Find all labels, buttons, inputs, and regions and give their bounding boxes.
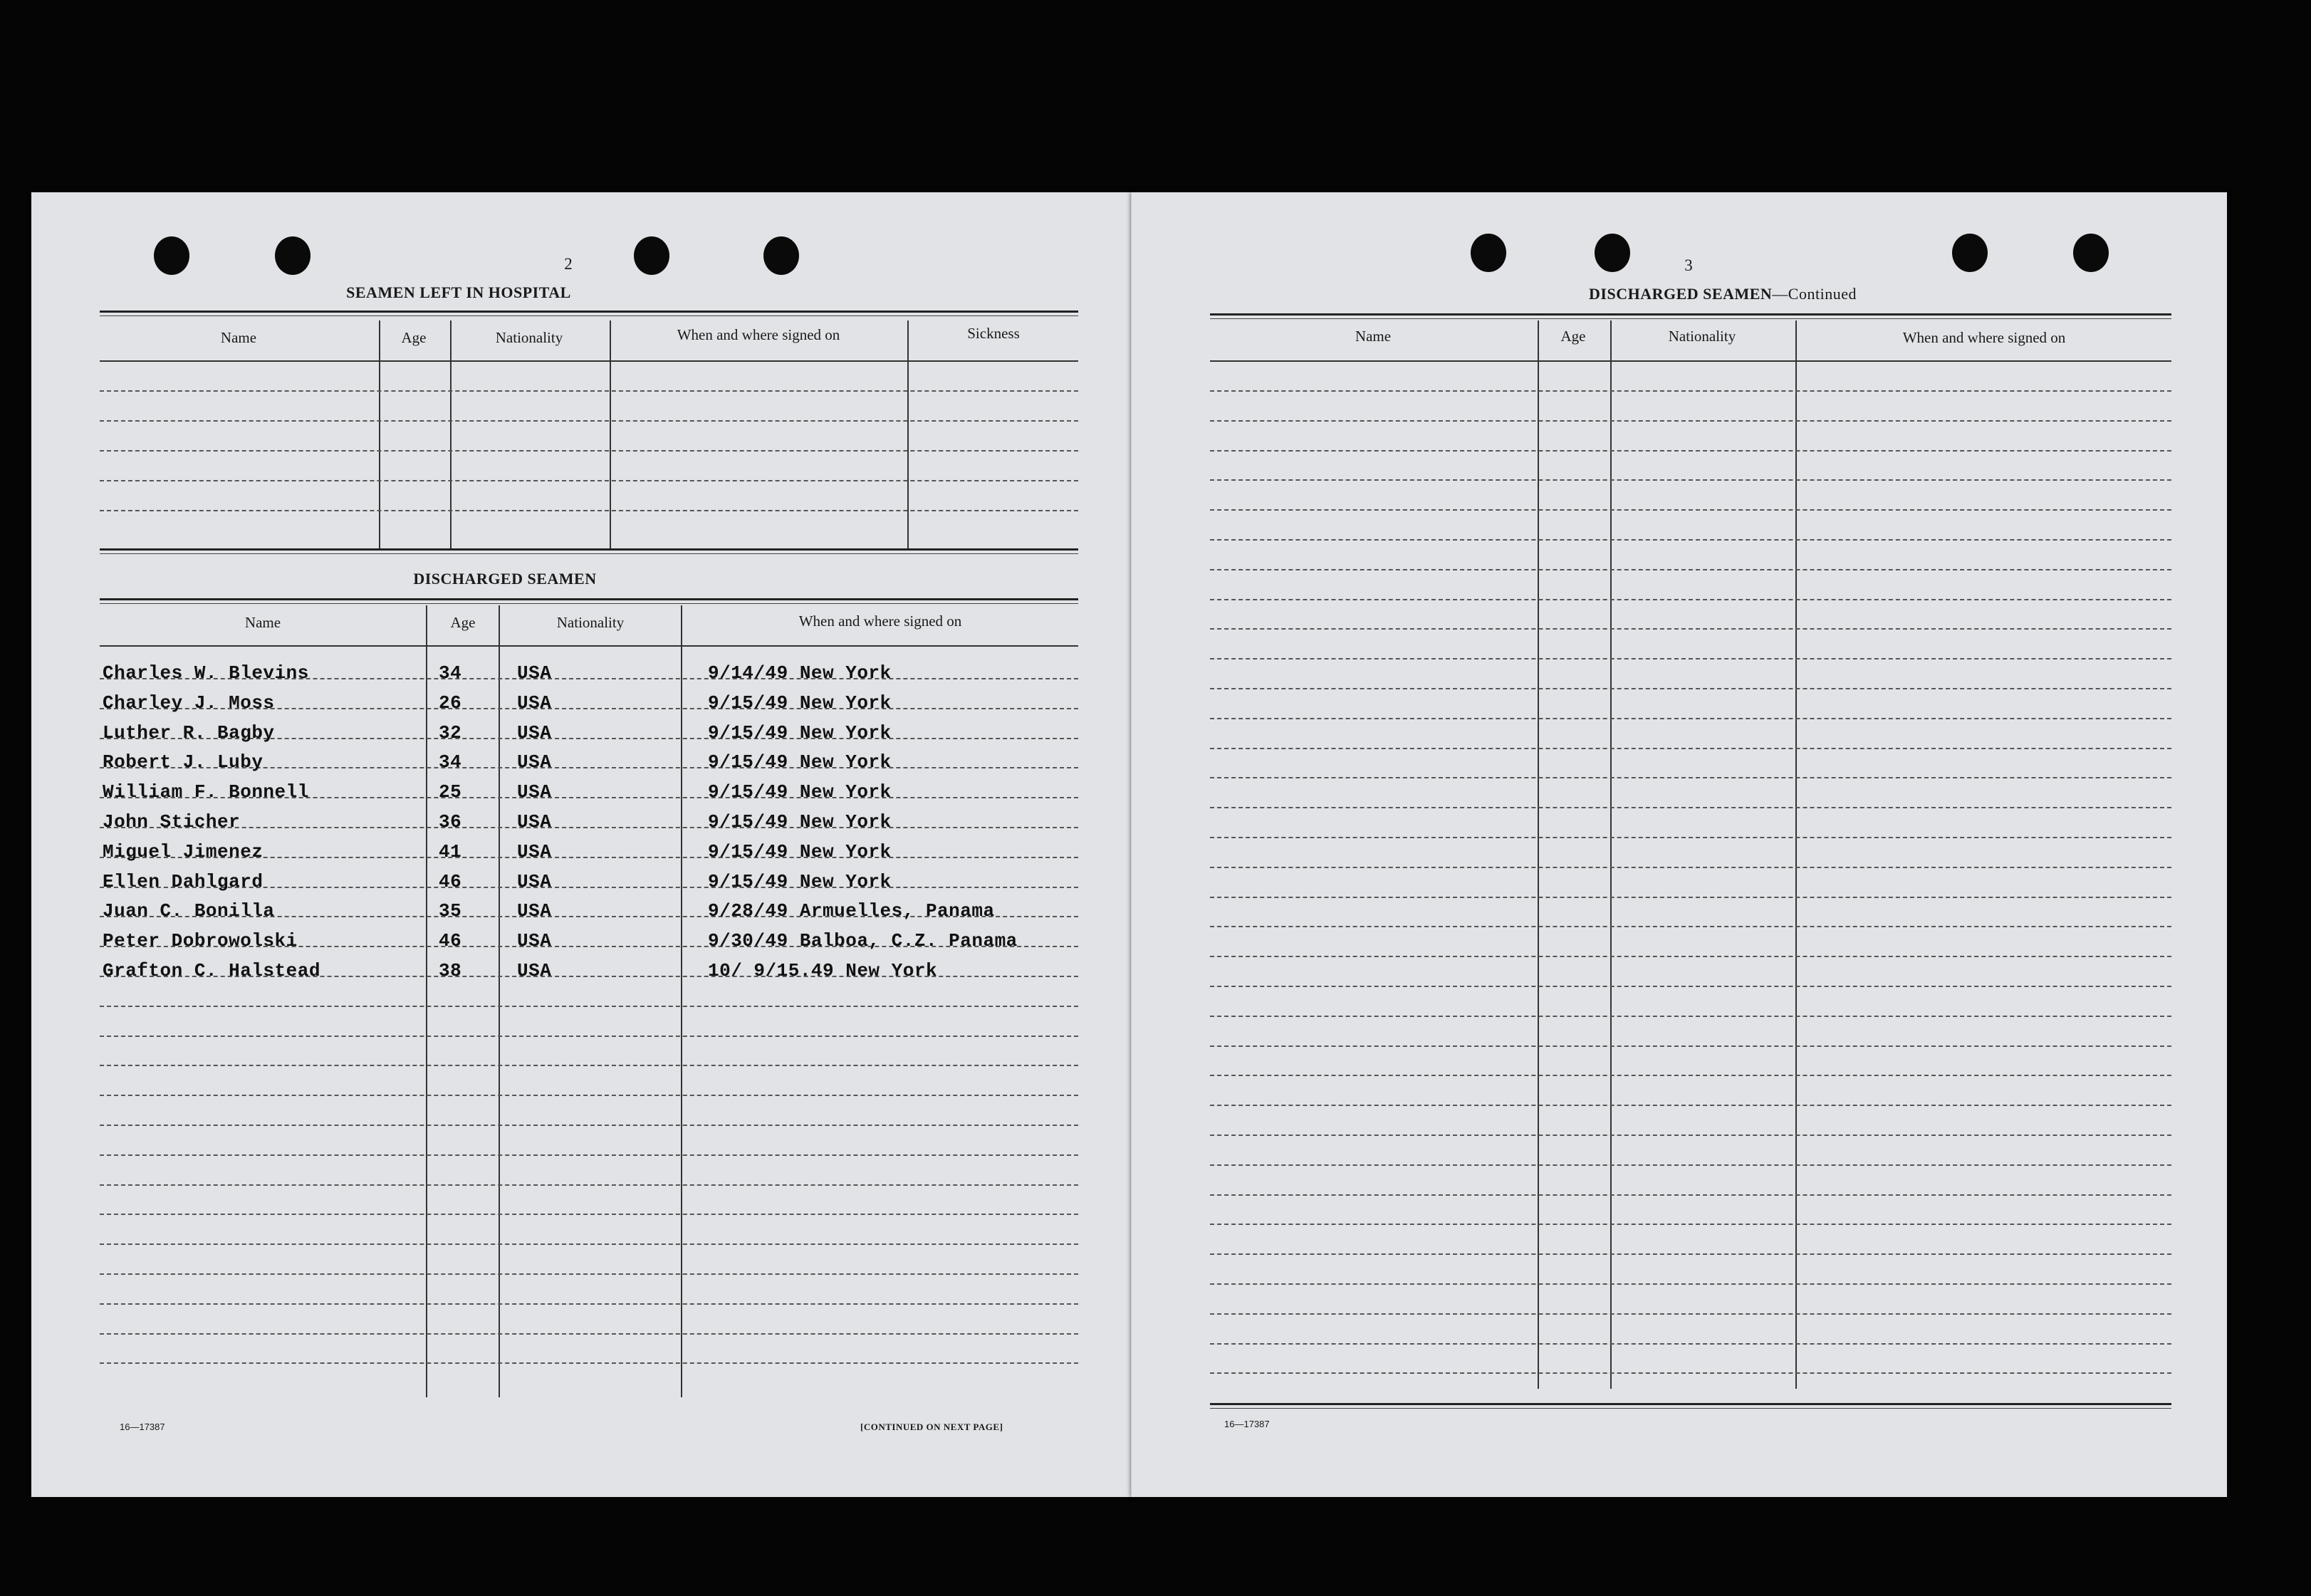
seaman-name: William F. Bonnell [103,781,309,803]
seaman-nationality: USA [517,721,552,744]
seaman-name: John Sticher [103,811,241,833]
seaman-name: Charley J. Moss [103,692,275,714]
ruled-line [100,1243,1078,1245]
section-rule [100,548,1078,554]
seaman-nationality: USA [517,692,552,714]
seaman-nationality: USA [517,751,552,773]
binder-hole [763,236,799,275]
seaman-nationality: USA [517,870,552,892]
column-line [450,320,452,550]
column-line [907,320,909,550]
header-rule [100,645,1078,647]
ruled-line [1210,479,2171,481]
seaman-nationality: USA [517,930,552,952]
binder-hole [1952,234,1988,272]
seaman-age: 25 [439,781,462,803]
ruled-line [1210,926,2171,927]
ruled-line [100,1065,1078,1066]
ruled-line [1210,897,2171,898]
ruled-line [100,1273,1078,1275]
seaman-nationality: USA [517,900,552,922]
ruled-line [1210,569,2171,570]
right-page [1131,192,2227,1497]
ruled-line [1210,1224,2171,1225]
page-title: DISCHARGED SEAMEN—Continued [1589,285,1857,303]
ruled-line [1210,867,2171,868]
ruled-line [1210,718,2171,719]
seaman-name: Ellen Dahlgard [103,870,264,892]
seaman-signed-on: 9/15/49 New York [708,781,892,803]
seaman-name: Peter Dobrowolski [103,930,298,952]
seaman-age: 34 [439,662,462,684]
page-number: 3 [1684,256,1693,274]
seaman-name: Juan C. Bonilla [103,900,275,922]
col-header-age: Age [450,614,476,631]
col-header-age: Age [401,329,427,346]
seaman-name: Miguel Jimenez [103,840,264,862]
column-line [379,320,380,550]
ruled-line [100,1036,1078,1037]
col-header-sickness: Sickness [967,325,1020,342]
seaman-age: 34 [439,751,462,773]
ruled-line [100,1214,1078,1215]
ruled-line [100,390,1078,392]
ruled-line [100,1125,1078,1126]
seaman-signed-on: 9/15/49 New York [708,751,892,773]
seaman-nationality: USA [517,840,552,862]
ruled-line [1210,1283,2171,1285]
ruled-line [1210,1016,2171,1017]
ruled-line [1210,688,2171,689]
bottom-rule [1210,1403,2171,1409]
header-rule [100,360,1078,362]
seaman-name: Robert J. Luby [103,751,264,773]
header-rule [1210,360,2171,362]
continued-note: [CONTINUED ON NEXT PAGE] [860,1422,1003,1432]
ruled-line [100,1095,1078,1096]
form-number: 16—17387 [1224,1419,1270,1429]
seaman-signed-on: 9/30/49 Balboa, C.Z. Panama [708,930,1018,952]
seaman-age: 36 [439,811,462,833]
section-rule [100,598,1078,604]
ruled-line [1210,1105,2171,1106]
ruled-line [100,480,1078,481]
binder-hole [275,236,311,275]
seaman-nationality: USA [517,662,552,684]
ruled-line [1210,1194,2171,1196]
seaman-age: 32 [439,721,462,744]
ruled-line [1210,1343,2171,1345]
ruled-line [100,1333,1078,1335]
ruled-line [1210,450,2171,452]
ruled-line [1210,539,2171,541]
seaman-age: 35 [439,900,462,922]
col-header-name: Name [244,614,281,631]
ruled-line [100,1303,1078,1305]
binder-hole [1471,234,1506,272]
ruled-line [100,450,1078,452]
ruled-line [1210,956,2171,957]
ruled-line [100,420,1078,422]
ruled-line [1210,390,2171,392]
seaman-signed-on: 9/15/49 New York [708,721,892,744]
left-page [31,192,1131,1497]
ruled-line [1210,1135,2171,1136]
column-line [610,320,611,550]
seaman-name: Grafton C. Halstead [103,960,320,981]
seaman-signed-on: 10/ 9/15.49 New York [708,960,938,981]
ruled-line [1210,807,2171,808]
seaman-name: Luther R. Bagby [103,721,275,744]
column-line [426,605,427,1397]
ruled-line [1210,1253,2171,1255]
seaman-age: 38 [439,960,462,981]
ruled-line [1210,1045,2171,1047]
ruled-line [100,510,1078,511]
ruled-line [100,1362,1078,1364]
col-header-nationality: Nationality [1668,328,1736,345]
ruled-line [1210,658,2171,659]
ruled-line [100,1154,1078,1156]
seaman-age: 26 [439,692,462,714]
column-line [681,605,682,1397]
col-header-signed-on: When and where signed on [1902,329,2066,346]
ruled-line [100,1006,1078,1007]
seaman-age: 41 [439,840,462,862]
seaman-nationality: USA [517,811,552,833]
ruled-line [1210,509,2171,511]
ruled-line [1210,837,2171,838]
ruled-line [1210,599,2171,600]
seaman-signed-on: 9/15/49 New York [708,692,892,714]
ruled-line [1210,628,2171,630]
ruled-line [1210,420,2171,422]
seaman-signed-on: 9/14/49 New York [708,662,892,684]
binder-hole [634,236,669,275]
col-header-age: Age [1560,328,1586,345]
seaman-age: 46 [439,930,462,952]
col-header-name: Name [220,329,257,346]
seaman-signed-on: 9/15/49 New York [708,870,892,892]
discharged-section-title: DISCHARGED SEAMEN [413,570,597,588]
form-number: 16—17387 [120,1422,165,1432]
seaman-name: Charles W. Blevins [103,662,309,684]
ruled-line [1210,1313,2171,1315]
seaman-nationality: USA [517,781,552,803]
page-number: 2 [564,255,573,273]
ruled-line [1210,1075,2171,1076]
binder-hole [154,236,189,275]
section-rule [1210,313,2171,319]
col-header-signed-on: When and where signed on [677,326,840,343]
ruled-line [1210,777,2171,778]
ruled-line [1210,986,2171,987]
ruled-line [1210,748,2171,749]
ruled-line [1210,1164,2171,1166]
col-header-nationality: Nationality [495,329,563,346]
col-header-nationality: Nationality [556,614,625,631]
section-rule [100,311,1078,316]
col-header-signed-on: When and where signed on [798,612,962,630]
ruled-line [1210,1372,2171,1374]
binder-hole [2073,234,2109,272]
seaman-signed-on: 9/15/49 New York [708,811,892,833]
ruled-line [100,1184,1078,1186]
seaman-nationality: USA [517,960,552,981]
col-header-name: Name [1355,328,1392,345]
ruled-line [100,827,1078,828]
hospital-section-title: SEAMEN LEFT IN HOSPITAL [346,283,571,301]
column-line [499,605,500,1397]
seaman-age: 46 [439,870,462,892]
seaman-signed-on: 9/28/49 Armuelles, Panama [708,900,995,922]
seaman-signed-on: 9/15/49 New York [708,840,892,862]
binder-hole [1595,234,1630,272]
